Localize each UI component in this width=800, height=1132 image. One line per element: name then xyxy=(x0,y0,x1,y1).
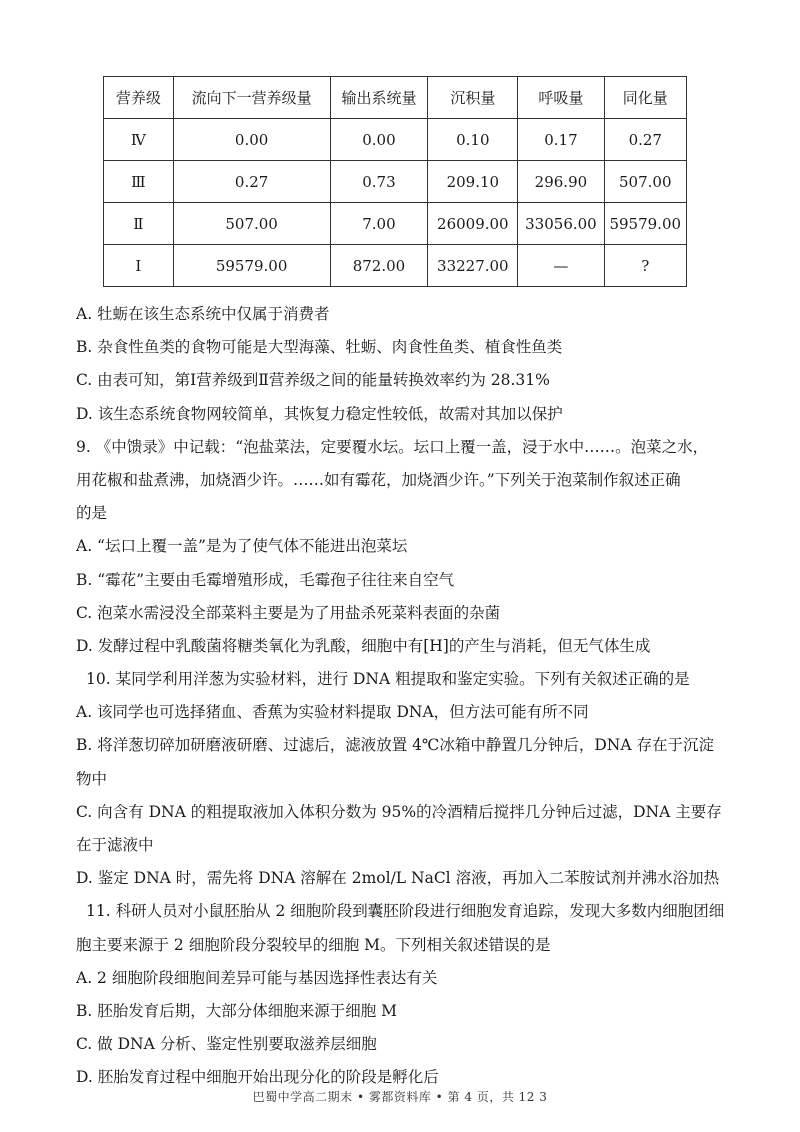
table-cell: Ⅲ xyxy=(104,161,174,203)
table-row xyxy=(104,203,687,245)
q9-option-d: D. 发酵过程中乳酸菌将糖类氧化为乳酸，细胞中有[H]的产生与消耗，但无气体生成 xyxy=(76,636,651,655)
header-trophic-level: 营养级 xyxy=(104,77,174,119)
q10-stem: 10. 某同学利用洋葱为实验材料，进行 DNA 粗提取和鉴定实验。下列有关叙述正确的是 xyxy=(86,670,690,689)
q9-option-b: B. “霉花”主要由毛霉增殖形成，毛霉孢子往往来自空气 xyxy=(76,570,455,589)
table-cell: 0.27 xyxy=(173,161,330,203)
q10-option-d: D. 鉴定 DNA 时，需先将 DNA 溶解在 2mol/L NaCl 溶液，再加入二苯胺试剂并沸水浴加热 xyxy=(76,869,720,888)
q10-option-b-line2: 物中 xyxy=(76,769,108,788)
table-row xyxy=(104,119,687,161)
header-flow-next-level: 流向下一营养级量 xyxy=(173,77,330,119)
table-header-row xyxy=(104,77,687,119)
table-cell: 296.90 xyxy=(518,161,604,203)
table-cell: 26009.00 xyxy=(428,203,518,245)
table-cell: ? xyxy=(604,245,686,287)
header-respiration: 呼吸量 xyxy=(518,77,604,119)
q11-option-b: B. 胚胎发育后期，大部分体细胞来源于细胞 M xyxy=(76,1001,398,1020)
table-cell: 0.73 xyxy=(330,161,428,203)
header-assimilation: 同化量 xyxy=(604,77,686,119)
table-cell: 0.00 xyxy=(173,119,330,161)
q9-stem-line2: 用花椒和盐煮沸，加烧酒少许。……如有霉花，加烧酒少许。”下列关于泡菜制作叙述正确 xyxy=(76,470,681,489)
q10-option-b-line1: B. 将洋葱切碎加研磨液研磨、过滤后，滤液放置 4℃冰箱中静置几分钟后，DNA 存在于沉淀 xyxy=(76,736,714,755)
table-cell: 0.00 xyxy=(330,119,428,161)
q10-option-a: A. 该同学也可选择猪血、香蕉为实验材料提取 DNA，但方法可能有所不同 xyxy=(76,703,589,722)
table-cell: 0.17 xyxy=(518,119,604,161)
header-sediment: 沉积量 xyxy=(428,77,518,119)
table-cell: 507.00 xyxy=(604,161,686,203)
table-cell: — xyxy=(518,245,604,287)
energy-table xyxy=(103,76,687,287)
table-cell: 0.27 xyxy=(604,119,686,161)
q11-stem-line2: 胞主要来源于 2 细胞阶段分裂较早的细胞 M。下列相关叙述错误的是 xyxy=(76,935,551,954)
q9-option-a: A. “坛口上覆一盖”是为了使气体不能进出泡菜坛 xyxy=(76,537,408,556)
table-cell: 33227.00 xyxy=(428,245,518,287)
table-cell: 59579.00 xyxy=(173,245,330,287)
table-cell: 0.10 xyxy=(428,119,518,161)
table-row xyxy=(104,245,687,287)
table-cell: Ⅳ xyxy=(104,119,174,161)
table-cell: Ⅰ xyxy=(104,245,174,287)
q11-option-d: D. 胚胎发育过程中细胞开始出现分化的阶段是孵化后 xyxy=(76,1068,439,1087)
table-cell: 33056.00 xyxy=(518,203,604,245)
q8-option-d: D. 该生态系统食物网较简单，其恢复力稳定性较低，故需对其加以保护 xyxy=(76,404,563,423)
q9-stem-line1: 9. 《中馈录》中记载：“泡盐菜法，定要覆水坛。坛口上覆一盖，浸于水中……。泡菜之水， xyxy=(76,437,709,456)
q9-option-c: C. 泡菜水需浸没全部菜料主要是为了用盐杀死菜料表面的杂菌 xyxy=(76,603,501,622)
header-export: 输出系统量 xyxy=(330,77,428,119)
q9-stem-line3: 的是 xyxy=(76,504,108,523)
q11-option-c: C. 做 DNA 分析、鉴定性别要取滋养层细胞 xyxy=(76,1035,377,1054)
q8-option-a: A. 牡蛎在该生态系统中仅属于消费者 xyxy=(76,305,330,323)
table-cell: 872.00 xyxy=(330,245,428,287)
table-cell: Ⅱ xyxy=(104,203,174,245)
q8-option-c: C. 由表可知，第Ⅰ营养级到Ⅱ营养级之间的能量转换效率约为 28.31% xyxy=(76,371,550,390)
q10-option-c-line2: 在于滤液中 xyxy=(76,836,154,854)
table-cell: 209.10 xyxy=(428,161,518,203)
table-cell: 59579.00 xyxy=(604,203,686,245)
table-cell: 507.00 xyxy=(173,203,330,245)
q8-option-b: B. 杂食性鱼类的食物可能是大型海藻、牡蛎、肉食性鱼类、植食性鱼类 xyxy=(76,338,563,357)
table-cell: 7.00 xyxy=(330,203,428,245)
question-content xyxy=(76,298,736,1095)
q10-option-c-line1: C. 向含有 DNA 的粗提取液加入体积分数为 95%的冷酒精后搅拌几分钟后过滤，DNA 主要存 xyxy=(76,802,722,821)
page-footer: 巴蜀中学高二期末 • 雾都资料库 • 第 4 页，共 12 3 xyxy=(252,1090,548,1104)
q11-option-a: A. 2 细胞阶段细胞间差异可能与基因选择性表达有关 xyxy=(76,968,438,987)
q11-stem-line1: 11. 科研人员对小鼠胚胎从 2 细胞阶段到囊胚阶段进行细胞发育追踪，发现大多数内细胞团细 xyxy=(86,902,725,921)
table-row xyxy=(104,161,687,203)
